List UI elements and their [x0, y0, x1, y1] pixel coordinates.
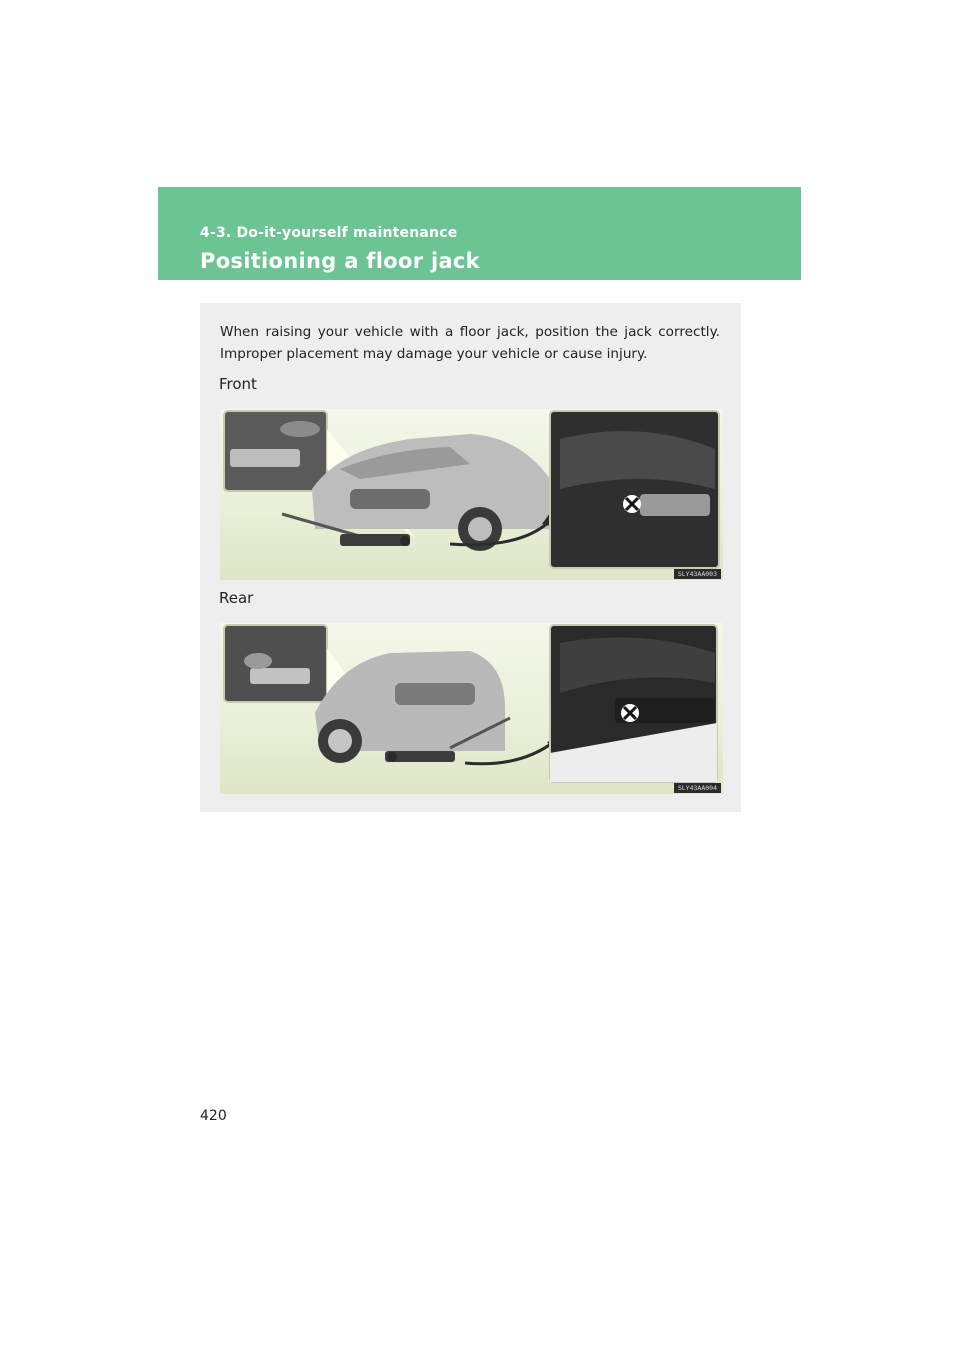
rear-heading: Rear: [219, 589, 254, 607]
front-illustration-drawing: [220, 409, 723, 580]
page-number: 420: [200, 1108, 227, 1124]
section-header: [158, 187, 801, 280]
content-box: [200, 303, 741, 812]
page-title: Positioning a floor jack: [200, 249, 480, 273]
rear-jack-illustration: [220, 623, 723, 794]
front-heading: Front: [219, 375, 257, 393]
rear-figure-id: SLY43AA004: [674, 783, 721, 793]
intro-text: When raising your vehicle with a floor jack, position the jack correctly. Improper placement may damage your vehicle or cause injury.: [220, 324, 720, 362]
front-jack-illustration: [220, 409, 723, 580]
rear-illustration-drawing: [220, 623, 723, 794]
front-figure-id: SLY43AA003: [674, 569, 721, 579]
section-label: 4-3. Do-it-yourself maintenance: [200, 225, 458, 241]
